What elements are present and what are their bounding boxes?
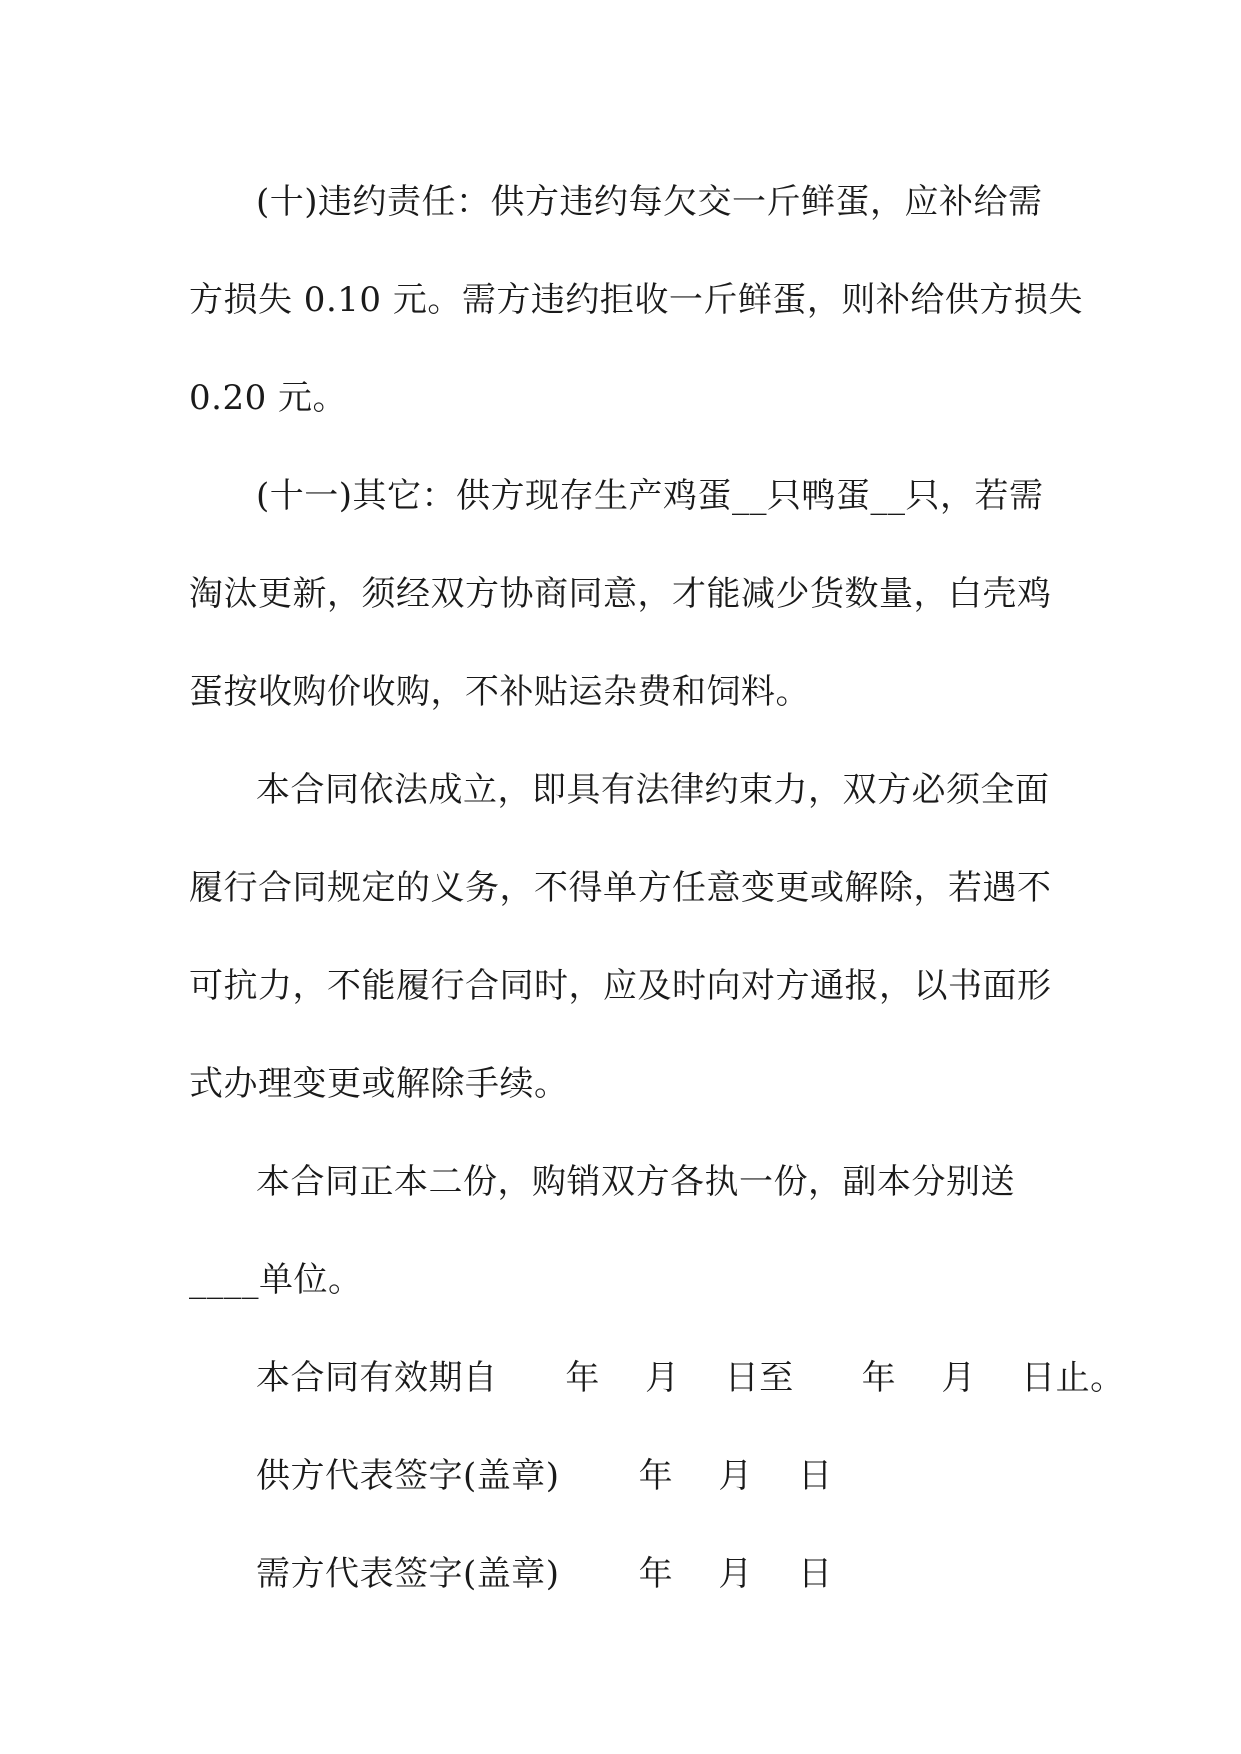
- validity-paragraph-line-3: 可抗力，不能履行合同时，应及时向对方通报，以书面形: [189, 966, 1052, 1006]
- clause-11-line-3: 蛋按收购价收购，不补贴运杂费和饲料。: [189, 672, 810, 712]
- copies-paragraph-line-1: 本合同正本二份，购销双方各执一份，副本分别送: [256, 1162, 1015, 1202]
- clause-10-line-1: (十)违约责任：供方违约每欠交一斤鲜蛋，应补给需: [256, 182, 1043, 222]
- copies-paragraph-line-2: ____单位。: [189, 1260, 363, 1300]
- clause-11-line-1: (十一)其它：供方现存生产鸡蛋__只鸭蛋__只，若需: [256, 476, 1044, 516]
- validity-paragraph-line-2: 履行合同规定的义务，不得单方任意变更或解除，若遇不: [189, 868, 1052, 908]
- clause-11-line-2: 淘汰更新，须经双方协商同意，才能减少货数量，白壳鸡: [189, 574, 1052, 614]
- clause-10-line-3: 0.20 元。: [189, 378, 348, 418]
- clause-10-line-2: 方损失 0.10 元。需方违约拒收一斤鲜蛋，则补给供方损失: [189, 280, 1083, 320]
- supplier-signature-line: 供方代表签字(盖章) 年 月 日: [256, 1456, 833, 1496]
- validity-paragraph-line-4: 式办理变更或解除手续。: [189, 1064, 569, 1104]
- buyer-signature-line: 需方代表签字(盖章) 年 月 日: [256, 1554, 833, 1594]
- validity-paragraph-line-1: 本合同依法成立，即具有法律约束力，双方必须全面: [256, 770, 1050, 810]
- effective-period-line: 本合同有效期自 年 月 日至 年 月 日止。: [256, 1358, 1125, 1398]
